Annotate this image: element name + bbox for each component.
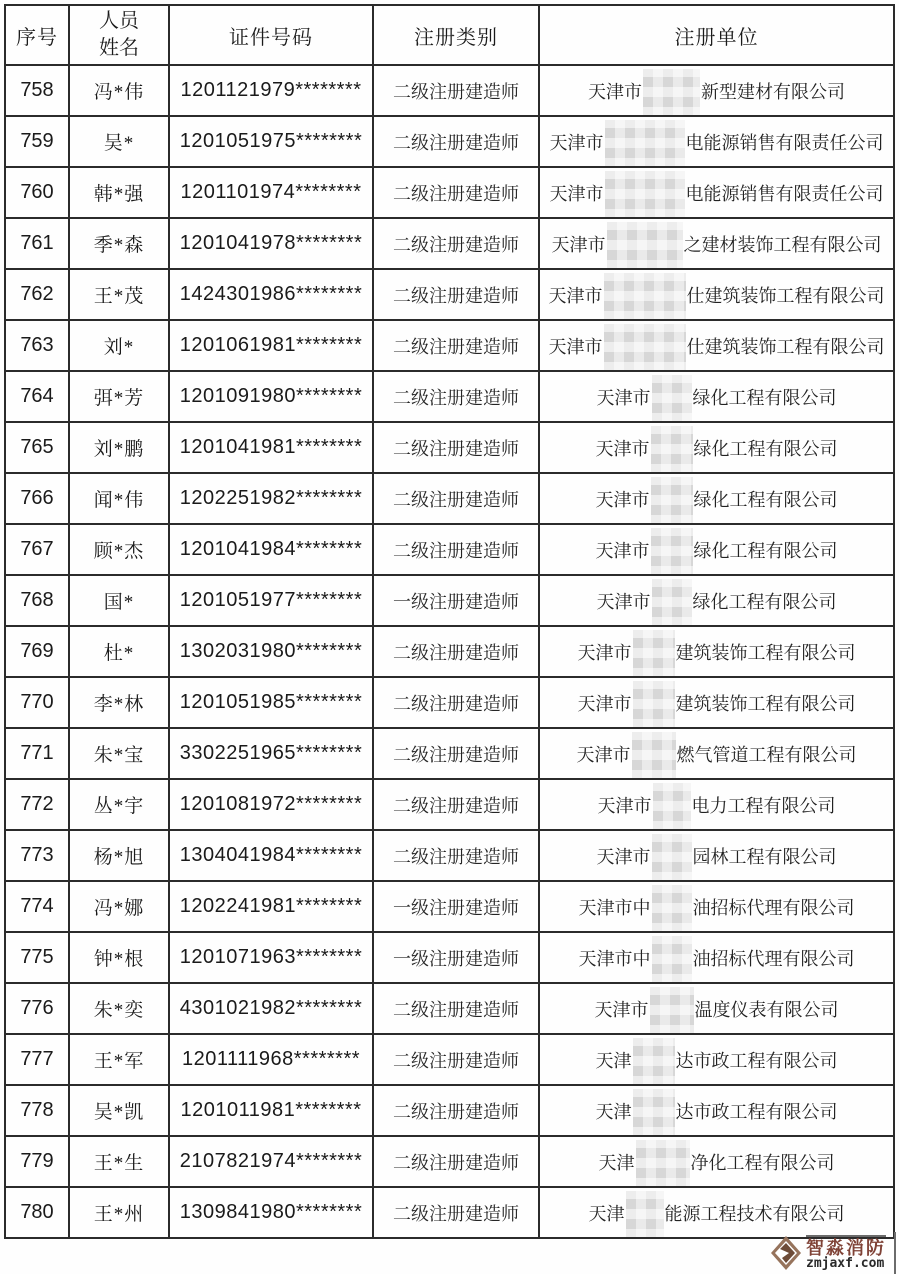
unit-text-before: 天津市 bbox=[548, 285, 603, 306]
table-row bbox=[5, 983, 894, 1034]
column-header-seq: 序号 bbox=[5, 5, 69, 65]
id-number-cell: 1202241981******** bbox=[169, 881, 373, 932]
unit-cell bbox=[539, 830, 894, 881]
table-row bbox=[5, 167, 894, 218]
name-cell: 王*生 bbox=[69, 1136, 169, 1187]
redaction-blur-patch bbox=[651, 426, 693, 473]
name-cell: 丛*宇 bbox=[69, 779, 169, 830]
name-cell: 刘*鹏 bbox=[69, 422, 169, 473]
unit-cell bbox=[539, 728, 894, 779]
category-cell: 二级注册建造师 bbox=[373, 1085, 539, 1136]
table-row bbox=[5, 626, 894, 677]
unit-cell bbox=[539, 116, 894, 167]
unit-cell bbox=[539, 422, 894, 473]
seq-cell: 770 bbox=[5, 677, 69, 728]
seq-cell: 768 bbox=[5, 575, 69, 626]
name-cell: 刘* bbox=[69, 320, 169, 371]
id-number-cell: 1201121979******** bbox=[169, 65, 373, 116]
id-number-cell: 1201081972******** bbox=[169, 779, 373, 830]
unit-text-after: 净化工程有限公司 bbox=[690, 1152, 835, 1173]
seq-cell: 777 bbox=[5, 1034, 69, 1085]
registration-table bbox=[4, 4, 895, 1239]
name-cell: 冯*伟 bbox=[69, 65, 169, 116]
redaction-blur-patch bbox=[652, 834, 692, 881]
unit-cell bbox=[539, 524, 894, 575]
table-body bbox=[5, 65, 894, 1238]
category-cell: 二级注册建造师 bbox=[373, 422, 539, 473]
unit-text-before: 天津市 bbox=[588, 81, 642, 102]
name-cell: 朱*宝 bbox=[69, 728, 169, 779]
name-cell: 韩*强 bbox=[69, 167, 169, 218]
unit-text-after: 园林工程有限公司 bbox=[692, 846, 837, 867]
name-cell: 王*州 bbox=[69, 1187, 169, 1238]
category-cell: 二级注册建造师 bbox=[373, 65, 539, 116]
unit-cell bbox=[539, 65, 894, 116]
category-cell: 二级注册建造师 bbox=[373, 320, 539, 371]
redaction-blur-patch bbox=[650, 987, 694, 1034]
unit-text-after: 绿化工程有限公司 bbox=[692, 387, 837, 408]
table-row bbox=[5, 1187, 894, 1238]
column-header-name-label: 人员姓名 bbox=[99, 10, 139, 59]
unit-text-after: 仕建筑装饰工程有限公司 bbox=[686, 336, 885, 357]
table-row bbox=[5, 575, 894, 626]
redaction-blur-patch bbox=[604, 273, 686, 320]
id-number-cell: 1201051975******** bbox=[169, 116, 373, 167]
category-cell: 二级注册建造师 bbox=[373, 371, 539, 422]
category-cell: 二级注册建造师 bbox=[373, 626, 539, 677]
id-number-cell: 1201091980******** bbox=[169, 371, 373, 422]
table-row bbox=[5, 677, 894, 728]
table-row bbox=[5, 371, 894, 422]
unit-text-before: 天津市 bbox=[576, 744, 631, 765]
name-cell: 弭*芳 bbox=[69, 371, 169, 422]
unit-text-after: 油招标代理有限公司 bbox=[692, 897, 855, 918]
unit-text-after: 绿化工程有限公司 bbox=[693, 438, 838, 459]
unit-text-before: 天津市 bbox=[549, 132, 604, 153]
redaction-blur-patch bbox=[652, 579, 692, 626]
seq-cell: 778 bbox=[5, 1085, 69, 1136]
id-number-cell: 1201061981******** bbox=[169, 320, 373, 371]
redaction-blur-patch bbox=[652, 885, 692, 932]
id-number-cell: 2107821974******** bbox=[169, 1136, 373, 1187]
seq-cell: 760 bbox=[5, 167, 69, 218]
category-cell: 二级注册建造师 bbox=[373, 473, 539, 524]
unit-text-before: 天津市 bbox=[577, 693, 632, 714]
id-number-cell: 1424301986******** bbox=[169, 269, 373, 320]
seq-cell: 773 bbox=[5, 830, 69, 881]
name-cell: 闻*伟 bbox=[69, 473, 169, 524]
name-cell: 吴*凯 bbox=[69, 1085, 169, 1136]
name-cell: 国* bbox=[69, 575, 169, 626]
column-header-name bbox=[69, 5, 169, 65]
unit-cell bbox=[539, 779, 894, 830]
category-cell: 二级注册建造师 bbox=[373, 218, 539, 269]
name-cell: 钟*根 bbox=[69, 932, 169, 983]
name-cell: 顾*杰 bbox=[69, 524, 169, 575]
name-cell: 王*茂 bbox=[69, 269, 169, 320]
category-cell: 二级注册建造师 bbox=[373, 524, 539, 575]
seq-cell: 776 bbox=[5, 983, 69, 1034]
id-number-cell: 1309841980******** bbox=[169, 1187, 373, 1238]
unit-text-after: 燃气管道工程有限公司 bbox=[676, 744, 857, 765]
unit-text-after: 新型建材有限公司 bbox=[701, 81, 845, 102]
unit-cell bbox=[539, 1136, 894, 1187]
unit-cell bbox=[539, 575, 894, 626]
redaction-blur-patch bbox=[626, 1191, 664, 1238]
seq-cell: 763 bbox=[5, 320, 69, 371]
unit-text-before: 天津市中 bbox=[578, 948, 651, 969]
unit-text-before: 天津市 bbox=[596, 591, 651, 612]
redaction-blur-patch bbox=[633, 1089, 675, 1136]
id-number-cell: 1304041984******** bbox=[169, 830, 373, 881]
unit-text-after: 建筑装饰工程有限公司 bbox=[675, 642, 856, 663]
unit-text-before: 天津市 bbox=[596, 387, 651, 408]
table-row bbox=[5, 830, 894, 881]
table-row bbox=[5, 473, 894, 524]
watermark-site: zmjaxf.com bbox=[806, 1255, 885, 1271]
redaction-blur-patch bbox=[643, 69, 700, 116]
table-row bbox=[5, 779, 894, 830]
unit-text-after: 绿化工程有限公司 bbox=[692, 591, 837, 612]
category-cell: 二级注册建造师 bbox=[373, 728, 539, 779]
id-number-cell: 1201051985******** bbox=[169, 677, 373, 728]
id-number-cell: 1201111968******** bbox=[169, 1034, 373, 1085]
name-cell: 杨*旭 bbox=[69, 830, 169, 881]
unit-cell bbox=[539, 320, 894, 371]
unit-cell bbox=[539, 167, 894, 218]
category-cell: 二级注册建造师 bbox=[373, 830, 539, 881]
redaction-blur-patch bbox=[633, 1038, 675, 1085]
unit-text-before: 天津市 bbox=[577, 642, 632, 663]
table-row bbox=[5, 524, 894, 575]
table-row bbox=[5, 65, 894, 116]
unit-cell bbox=[539, 1187, 894, 1238]
unit-text-before: 天津 bbox=[595, 1101, 632, 1122]
redaction-blur-patch bbox=[651, 528, 693, 575]
table-row bbox=[5, 320, 894, 371]
seq-cell: 762 bbox=[5, 269, 69, 320]
unit-text-after: 建筑装饰工程有限公司 bbox=[675, 693, 856, 714]
unit-text-after: 达市政工程有限公司 bbox=[675, 1101, 838, 1122]
unit-cell bbox=[539, 1034, 894, 1085]
seq-cell: 767 bbox=[5, 524, 69, 575]
category-cell: 一级注册建造师 bbox=[373, 575, 539, 626]
seq-cell: 764 bbox=[5, 371, 69, 422]
seq-cell: 771 bbox=[5, 728, 69, 779]
redaction-blur-patch bbox=[652, 375, 692, 422]
seq-cell: 780 bbox=[5, 1187, 69, 1238]
redaction-blur-patch bbox=[605, 120, 685, 167]
watermark-title: 智淼消防 bbox=[806, 1235, 886, 1257]
category-cell: 二级注册建造师 bbox=[373, 983, 539, 1034]
category-cell: 二级注册建造师 bbox=[373, 1136, 539, 1187]
table-row bbox=[5, 269, 894, 320]
redaction-blur-patch bbox=[607, 222, 683, 269]
unit-cell bbox=[539, 626, 894, 677]
column-header-category: 注册类别 bbox=[373, 5, 539, 65]
name-cell: 杜* bbox=[69, 626, 169, 677]
unit-cell bbox=[539, 269, 894, 320]
id-number-cell: 1201041981******** bbox=[169, 422, 373, 473]
unit-cell bbox=[539, 473, 894, 524]
name-cell: 朱*奕 bbox=[69, 983, 169, 1034]
table-row bbox=[5, 881, 894, 932]
seq-cell: 772 bbox=[5, 779, 69, 830]
column-header-unit: 注册单位 bbox=[539, 5, 894, 65]
redaction-blur-patch bbox=[653, 783, 691, 830]
redaction-blur-patch bbox=[632, 732, 676, 779]
seq-cell: 766 bbox=[5, 473, 69, 524]
redaction-blur-patch bbox=[636, 1140, 690, 1187]
id-number-cell: 1201041984******** bbox=[169, 524, 373, 575]
unit-text-after: 电能源销售有限责任公司 bbox=[685, 183, 884, 204]
unit-cell bbox=[539, 218, 894, 269]
redaction-blur-patch bbox=[604, 324, 686, 371]
table-row bbox=[5, 218, 894, 269]
unit-cell bbox=[539, 983, 894, 1034]
unit-text-before: 天津市 bbox=[595, 540, 650, 561]
unit-cell bbox=[539, 1085, 894, 1136]
redaction-blur-patch bbox=[633, 681, 675, 728]
category-cell: 二级注册建造师 bbox=[373, 1034, 539, 1085]
seq-cell: 765 bbox=[5, 422, 69, 473]
seq-cell: 775 bbox=[5, 932, 69, 983]
id-number-cell: 3302251965******** bbox=[169, 728, 373, 779]
redaction-blur-patch bbox=[651, 477, 693, 524]
seq-cell: 774 bbox=[5, 881, 69, 932]
unit-text-before: 天津市 bbox=[548, 336, 603, 357]
unit-text-after: 电能源销售有限责任公司 bbox=[685, 132, 884, 153]
category-cell: 二级注册建造师 bbox=[373, 269, 539, 320]
table-row bbox=[5, 728, 894, 779]
category-cell: 二级注册建造师 bbox=[373, 677, 539, 728]
table-row bbox=[5, 422, 894, 473]
unit-text-before: 天津 bbox=[588, 1203, 625, 1224]
seq-cell: 761 bbox=[5, 218, 69, 269]
unit-text-after: 电力工程有限公司 bbox=[691, 795, 836, 816]
name-cell: 李*林 bbox=[69, 677, 169, 728]
unit-text-before: 天津市 bbox=[549, 183, 604, 204]
unit-text-before: 天津 bbox=[595, 1050, 632, 1071]
id-number-cell: 1201101974******** bbox=[169, 167, 373, 218]
category-cell: 一级注册建造师 bbox=[373, 932, 539, 983]
category-cell: 一级注册建造师 bbox=[373, 881, 539, 932]
category-cell: 二级注册建造师 bbox=[373, 167, 539, 218]
unit-text-before: 天津市 bbox=[551, 234, 606, 255]
unit-text-before: 天津市 bbox=[595, 438, 650, 459]
unit-text-before: 天津 bbox=[598, 1152, 635, 1173]
unit-text-after: 油招标代理有限公司 bbox=[692, 948, 855, 969]
name-cell: 吴* bbox=[69, 116, 169, 167]
table-row bbox=[5, 1034, 894, 1085]
category-cell: 二级注册建造师 bbox=[373, 116, 539, 167]
id-number-cell: 1201011981******** bbox=[169, 1085, 373, 1136]
unit-text-after: 达市政工程有限公司 bbox=[675, 1050, 838, 1071]
name-cell: 王*军 bbox=[69, 1034, 169, 1085]
unit-text-after: 之建材装饰工程有限公司 bbox=[683, 234, 882, 255]
unit-text-before: 天津市 bbox=[594, 999, 649, 1020]
unit-cell bbox=[539, 932, 894, 983]
table-header bbox=[5, 5, 894, 65]
unit-text-after: 绿化工程有限公司 bbox=[693, 540, 838, 561]
seq-cell: 759 bbox=[5, 116, 69, 167]
id-number-cell: 1201071963******** bbox=[169, 932, 373, 983]
category-cell: 二级注册建造师 bbox=[373, 1187, 539, 1238]
table-row bbox=[5, 1136, 894, 1187]
watermark bbox=[770, 1232, 896, 1274]
unit-text-after: 绿化工程有限公司 bbox=[693, 489, 838, 510]
name-cell: 冯*娜 bbox=[69, 881, 169, 932]
unit-cell bbox=[539, 371, 894, 422]
seq-cell: 769 bbox=[5, 626, 69, 677]
redaction-blur-patch bbox=[605, 171, 685, 218]
id-number-cell: 1201041978******** bbox=[169, 218, 373, 269]
seq-cell: 779 bbox=[5, 1136, 69, 1187]
id-number-cell: 1302031980******** bbox=[169, 626, 373, 677]
unit-text-after: 仕建筑装饰工程有限公司 bbox=[686, 285, 885, 306]
id-number-cell: 1202251982******** bbox=[169, 473, 373, 524]
unit-text-after: 能源工程技术有限公司 bbox=[664, 1203, 845, 1224]
unit-text-before: 天津市 bbox=[597, 795, 652, 816]
table-row bbox=[5, 116, 894, 167]
unit-text-before: 天津市中 bbox=[578, 897, 651, 918]
category-cell: 二级注册建造师 bbox=[373, 779, 539, 830]
unit-cell bbox=[539, 881, 894, 932]
seq-cell: 758 bbox=[5, 65, 69, 116]
id-number-cell: 1201051977******** bbox=[169, 575, 373, 626]
id-number-cell: 4301021982******** bbox=[169, 983, 373, 1034]
unit-text-after: 温度仪表有限公司 bbox=[694, 999, 839, 1020]
zhimiao-logo-icon bbox=[770, 1235, 802, 1271]
table-row bbox=[5, 932, 894, 983]
unit-text-before: 天津市 bbox=[596, 846, 651, 867]
unit-cell bbox=[539, 677, 894, 728]
redaction-blur-patch bbox=[652, 936, 692, 983]
table-row bbox=[5, 1085, 894, 1136]
redaction-blur-patch bbox=[633, 630, 675, 677]
name-cell: 季*森 bbox=[69, 218, 169, 269]
header-row bbox=[5, 5, 894, 65]
unit-text-before: 天津市 bbox=[595, 489, 650, 510]
column-header-id: 证件号码 bbox=[169, 5, 373, 65]
